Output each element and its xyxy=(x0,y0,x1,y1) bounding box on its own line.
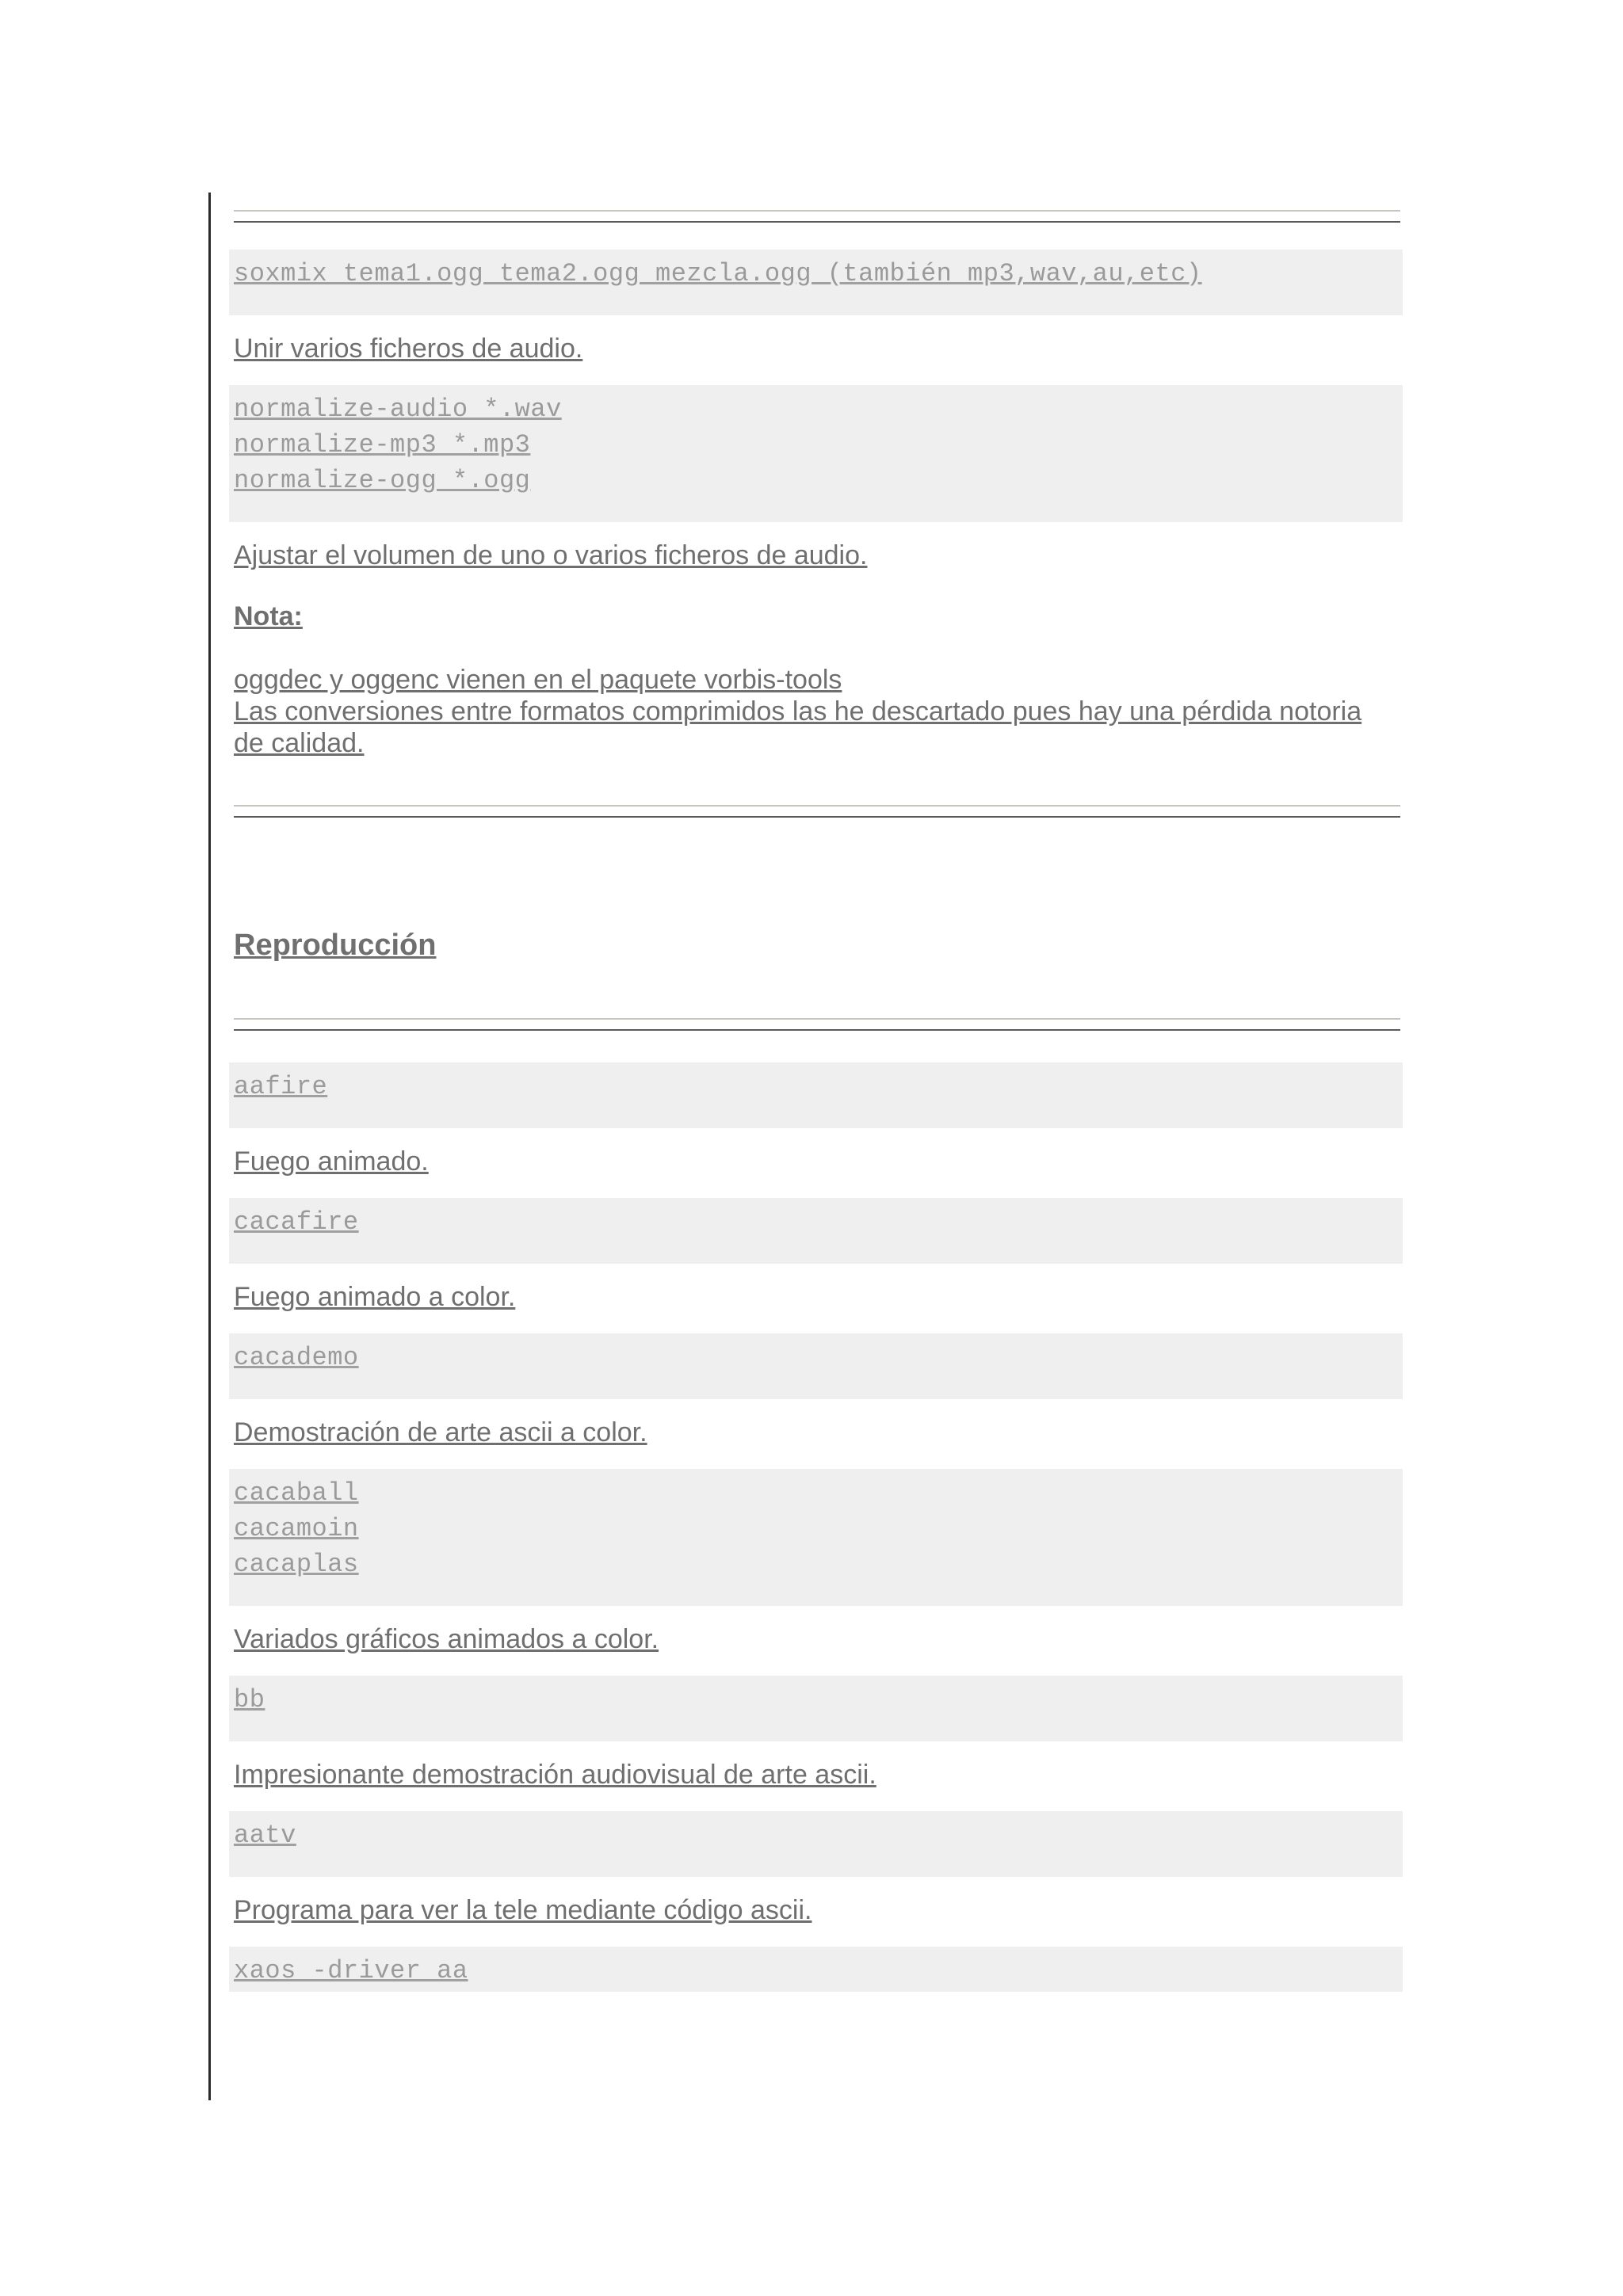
code-line: bb xyxy=(234,1685,265,1714)
code-line: soxmix tema1.ogg tema2.ogg mezcla.ogg (también mp3,wav,au,etc) xyxy=(234,259,1202,288)
code-line: normalize-mp3 *.mp3 xyxy=(234,430,531,460)
code-line: cacaball xyxy=(234,1478,359,1508)
code-line: cacamoin xyxy=(234,1514,359,1543)
description: Unir varios ficheros de audio. xyxy=(234,334,583,364)
note-line: de calidad. xyxy=(234,728,365,758)
note-label: Nota: xyxy=(234,601,303,631)
code-block xyxy=(229,1198,1403,1264)
left-margin-rule xyxy=(208,193,211,2100)
code-block xyxy=(229,1469,1403,1606)
code-block xyxy=(229,1676,1403,1741)
page-content xyxy=(234,210,1403,1992)
section-heading: Reproducción xyxy=(234,929,437,962)
code-block xyxy=(229,1811,1403,1877)
code-line: cacademo xyxy=(234,1343,359,1372)
note-line: oggdec y oggenc vienen en el paquete vorbis-tools xyxy=(234,665,842,695)
description: Demostración de arte ascii a color. xyxy=(234,1417,647,1447)
description: Variados gráficos animados a color. xyxy=(234,1624,659,1654)
code-block xyxy=(229,1947,1403,1992)
code-block xyxy=(229,250,1403,315)
code-line: cacafire xyxy=(234,1207,359,1237)
note-line: Las conversiones entre formatos comprimidos las he descartado pues hay una pérdida notoria xyxy=(234,696,1362,727)
description: Fuego animado. xyxy=(234,1146,429,1177)
code-line: normalize-audio *.wav xyxy=(234,395,562,424)
separator-rule xyxy=(234,210,1400,223)
code-line: xaos -driver aa xyxy=(234,1956,468,1985)
description: Programa para ver la tele mediante código ascii. xyxy=(234,1895,812,1925)
code-block xyxy=(229,1062,1403,1128)
code-line: cacaplas xyxy=(234,1550,359,1579)
code-line: normalize-ogg *.ogg xyxy=(234,466,531,495)
separator-rule xyxy=(234,805,1400,818)
code-block xyxy=(229,385,1403,522)
note-text xyxy=(234,664,1403,759)
description: Fuego animado a color. xyxy=(234,1282,516,1312)
description: Ajustar el volumen de uno o varios ficheros de audio. xyxy=(234,540,868,570)
description: Impresionante demostración audiovisual de arte ascii. xyxy=(234,1760,876,1790)
code-line: aatv xyxy=(234,1821,296,1850)
separator-rule xyxy=(234,1018,1400,1031)
code-block xyxy=(229,1333,1403,1399)
code-line: aafire xyxy=(234,1072,328,1101)
